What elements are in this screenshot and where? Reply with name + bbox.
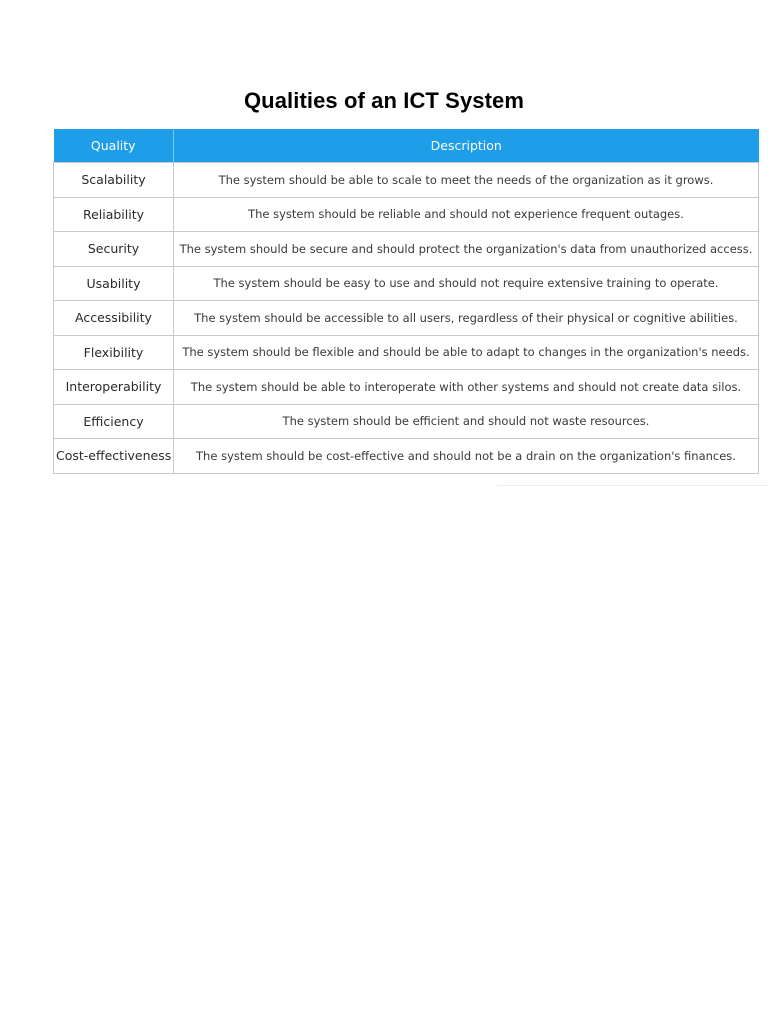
description-cell: The system should be secure and should protect the organization's data from unauthorized access. [174, 232, 759, 267]
table-header-row [54, 129, 759, 163]
quality-cell: Flexibility [54, 335, 174, 370]
quality-cell: Reliability [54, 197, 174, 232]
table-row [54, 232, 759, 267]
quality-cell: Interoperability [54, 370, 174, 405]
table-row [54, 335, 759, 370]
quality-cell: Accessibility [54, 301, 174, 336]
table-row [54, 266, 759, 301]
description-cell: The system should be accessible to all users, regardless of their physical or cognitive abilities. [174, 301, 759, 336]
quality-cell: Cost-effectiveness [54, 439, 174, 474]
description-cell: The system should be efficient and should not waste resources. [174, 404, 759, 439]
page-title: Qualities of an ICT System [243, 88, 525, 113]
table-row [54, 197, 759, 232]
description-cell: The system should be able to scale to meet the needs of the organization as it grows. [174, 163, 759, 198]
description-cell: The system should be easy to use and should not require extensive training to operate. [174, 266, 759, 301]
table-row [54, 404, 759, 439]
header-quality: Quality [54, 129, 174, 163]
quality-cell: Scalability [54, 163, 174, 198]
table-row [54, 370, 759, 405]
description-cell: The system should be reliable and should not experience frequent outages. [174, 197, 759, 232]
description-cell: The system should be flexible and should be able to adapt to changes in the organization's needs. [174, 335, 759, 370]
divider [497, 485, 768, 486]
quality-cell: Efficiency [54, 404, 174, 439]
table-row [54, 301, 759, 336]
description-cell: The system should be cost-effective and should not be a drain on the organization's finances. [174, 439, 759, 474]
qualities-table-container [53, 129, 758, 474]
quality-cell: Security [54, 232, 174, 267]
table-row [54, 163, 759, 198]
header-description: Description [174, 129, 759, 163]
description-cell: The system should be able to interoperate with other systems and should not create data silos. [174, 370, 759, 405]
quality-cell: Usability [54, 266, 174, 301]
table-row [54, 439, 759, 474]
qualities-table [53, 129, 759, 474]
